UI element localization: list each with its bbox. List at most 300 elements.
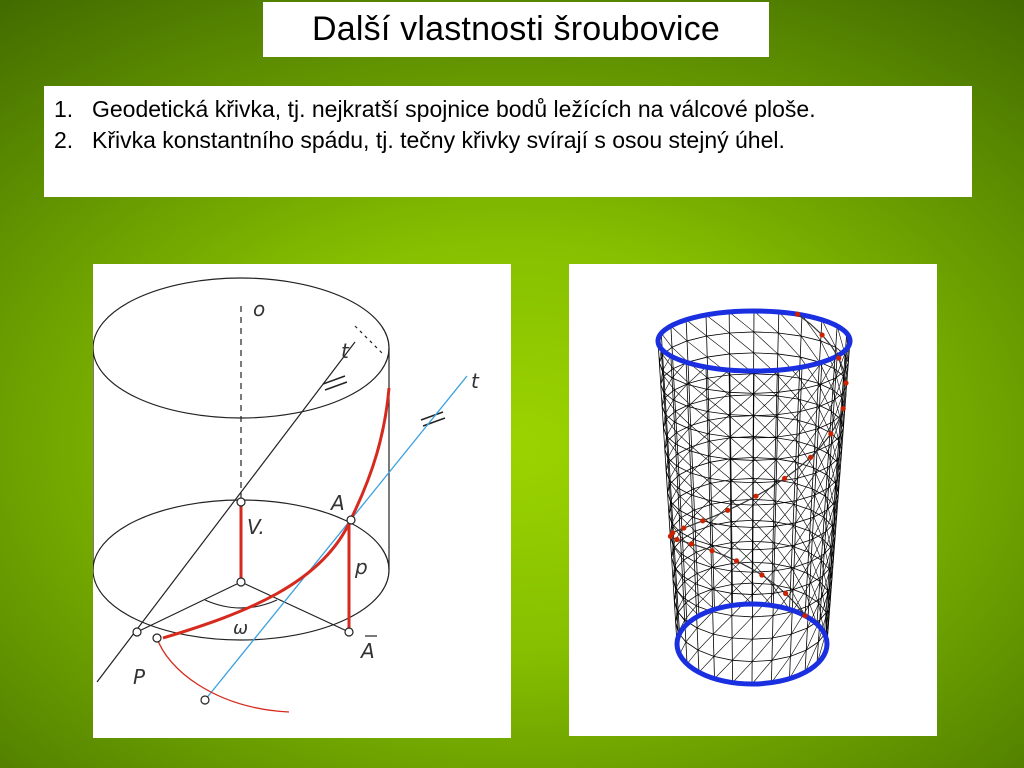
mesh-ring-segment (776, 438, 797, 441)
mesh-vertical-segment (707, 336, 708, 357)
mesh-ring-segment (686, 642, 698, 650)
mesh-vertical-segment (709, 420, 710, 441)
helix-point (836, 356, 841, 361)
mesh-ring-segment (709, 417, 730, 420)
mesh-vertical-segment (796, 441, 797, 462)
mesh-vertical-segment (774, 571, 775, 593)
mesh-diagonal-segment (672, 362, 686, 378)
mesh-diagonal-segment (671, 326, 687, 341)
mesh-ring-segment (752, 562, 772, 563)
mesh-vertical-segment (677, 432, 678, 453)
unrolled-curve (157, 638, 289, 712)
mesh-ring-segment (707, 333, 730, 336)
mesh-ring-segment (713, 543, 732, 547)
mesh-diagonal-segment (752, 616, 773, 640)
mesh-ring-segment (773, 543, 792, 547)
mesh-diagonal-segment (752, 660, 772, 684)
mesh-vertical-segment (776, 396, 777, 417)
mesh-ring-segment (693, 483, 710, 489)
mesh-vertical-segment (713, 567, 714, 588)
mesh-vertical-segment (777, 375, 778, 396)
mesh-vertical-segment (698, 650, 699, 672)
mesh-vertical-segment (775, 438, 776, 459)
mesh-diagonal-segment (752, 541, 772, 563)
mesh-diagonal-segment (692, 447, 711, 463)
mesh-ring-segment (773, 612, 792, 616)
mesh-diagonal-segment (711, 483, 732, 500)
helix-point (795, 312, 800, 317)
mesh-ring-segment (775, 459, 796, 462)
mesh-diagonal-segment (730, 396, 753, 416)
mesh-vertical-segment (687, 341, 688, 362)
helix-point (668, 534, 673, 539)
mesh-ring-segment (729, 332, 753, 333)
mesh-diagonal-segment (661, 333, 672, 347)
mesh-ring-segment (732, 638, 752, 639)
mesh-ring-segment (811, 510, 824, 518)
mesh-diagonal-segment (777, 375, 798, 399)
mesh-diagonal-segment (753, 499, 774, 521)
mesh-vertical-segment (798, 456, 799, 478)
mesh-diagonal-segment (687, 650, 698, 664)
mesh-ring-segment (753, 458, 775, 459)
mesh-vertical-segment (697, 628, 698, 650)
mesh-ring-segment (777, 434, 799, 437)
mesh-diagonal-segment (753, 416, 775, 438)
mesh-diagonal-segment (753, 526, 775, 550)
mesh-ring-segment (777, 396, 799, 399)
mesh-vertical-segment (800, 336, 801, 357)
mesh-vertical-segment (688, 407, 689, 429)
mesh-vertical-segment (708, 378, 709, 399)
mesh-diagonal-segment (708, 378, 730, 396)
mesh-ring-segment (772, 563, 791, 567)
label-point-v: V. (247, 515, 265, 539)
mesh-vertical-segment (774, 549, 775, 571)
helix-point (753, 494, 758, 499)
mesh-vertical-segment (771, 584, 772, 605)
mesh-ring-segment (694, 504, 711, 510)
mesh-vertical-segment (798, 399, 799, 420)
point-bottom (201, 696, 209, 704)
helix-point (759, 572, 764, 577)
mesh-diagonal-segment (687, 341, 707, 357)
mesh-vertical-segment (694, 510, 695, 531)
wireframe-cylinder (569, 264, 937, 736)
mesh-ring-segment (731, 549, 753, 550)
mesh-vertical-segment (713, 634, 714, 656)
mesh-vertical-segment (710, 501, 711, 523)
mesh-vertical-segment (797, 478, 798, 500)
mesh-ring-segment (753, 520, 774, 521)
mesh-diagonal-segment (693, 501, 710, 518)
mesh-vertical-segment (691, 425, 692, 446)
mesh-ring-segment (807, 573, 819, 581)
mesh-diagonal-segment (777, 396, 798, 420)
slide-title-box (263, 2, 769, 57)
list-text: Geodetická křivka, tj. nejkratší spojnice bodů ležících na válcové ploše. (92, 96, 816, 122)
mesh-vertical-segment (774, 480, 775, 501)
mesh-ring-segment (791, 628, 807, 634)
mesh-vertical-segment (795, 462, 796, 483)
mesh-vertical-segment (691, 473, 692, 495)
mesh-ring-segment (752, 638, 772, 639)
mesh-ring-segment (729, 392, 753, 393)
mesh-vertical-segment (826, 475, 827, 496)
mesh-diagonal-segment (707, 336, 730, 354)
mesh-ring-segment (732, 583, 752, 584)
mesh-diagonal-segment (732, 639, 752, 660)
point-a-bar (345, 628, 353, 636)
mesh-vertical-segment (815, 425, 816, 446)
mesh-diagonal-segment (754, 332, 778, 354)
tick-mark (325, 382, 347, 390)
mesh-diagonal-segment (686, 628, 697, 642)
mesh-ring-segment (711, 545, 731, 549)
mesh-ring-segment (678, 603, 686, 612)
mesh-ring-segment (708, 396, 730, 399)
mesh-vertical-segment (773, 522, 774, 543)
mesh-vertical-segment (827, 454, 828, 475)
mesh-diagonal-segment (731, 438, 753, 458)
mesh-diagonal-segment (710, 462, 731, 479)
mesh-diagonal-segment (732, 617, 752, 638)
mesh-ring-segment (732, 541, 753, 542)
mesh-vertical-segment (695, 584, 696, 606)
mesh-diagonal-segment (672, 505, 682, 518)
label-axis: o (253, 297, 266, 321)
mesh-diagonal-segment (753, 549, 775, 573)
mesh-vertical-segment (792, 525, 793, 546)
mesh-diagonal-segment (729, 333, 753, 353)
mesh-ring-segment (793, 584, 810, 590)
helix-point (734, 558, 739, 563)
mesh-vertical-segment (813, 447, 814, 468)
point-center (237, 578, 245, 586)
mesh-ring-segment (753, 526, 775, 527)
helix-point (725, 508, 730, 513)
mesh-ring-segment (731, 571, 752, 572)
helix-point (681, 525, 686, 530)
mesh-vertical-segment (689, 383, 690, 404)
mesh-ring-segment (695, 525, 712, 531)
mesh-diagonal-segment (731, 528, 753, 549)
point-v (237, 498, 245, 506)
list-number: 1. (54, 96, 74, 122)
mesh-vertical-segment (706, 315, 707, 336)
mesh-vertical-segment (830, 411, 831, 432)
mesh-diagonal-segment (714, 638, 732, 656)
mesh-ring-segment (707, 412, 729, 415)
mesh-vertical-segment (798, 378, 799, 399)
mesh-ring-segment (708, 456, 730, 459)
mesh-diagonal-segment (778, 333, 800, 357)
mesh-diagonal-segment (729, 312, 754, 332)
mesh-vertical-segment (673, 400, 674, 422)
mesh-vertical-segment (778, 333, 779, 354)
mesh-vertical-segment (836, 326, 837, 347)
mesh-vertical-segment (801, 367, 802, 389)
mesh-ring-segment (731, 526, 753, 527)
list-item (54, 94, 962, 125)
mesh-ring-segment (730, 416, 753, 417)
mesh-diagonal-segment (686, 320, 706, 336)
mesh-vertical-segment (710, 441, 711, 462)
mesh-vertical-segment (672, 378, 673, 400)
mesh-ring-segment (730, 395, 753, 396)
mesh-ring-segment (697, 567, 713, 573)
mesh-vertical-segment (698, 595, 699, 616)
mesh-vertical-segment (819, 341, 820, 362)
mesh-vertical-segment (809, 531, 810, 552)
mesh-vertical-segment (778, 370, 779, 392)
mesh-ring-segment (778, 354, 800, 357)
mesh-ring-segment (691, 420, 709, 425)
mesh-ring-segment (732, 660, 752, 661)
mesh-ring-segment (752, 660, 772, 661)
mesh-vertical-segment (714, 588, 715, 609)
mesh-vertical-segment (679, 510, 680, 532)
mesh-ring-segment (692, 441, 710, 446)
tangent-line-blue (205, 376, 467, 700)
mesh-diagonal-segment (711, 526, 731, 545)
mesh-ring-segment (689, 378, 708, 383)
mesh-vertical-segment (813, 495, 814, 517)
mesh-ring-segment (753, 504, 776, 505)
mesh-diagonal-segment (706, 315, 729, 333)
mesh-vertical-segment (675, 411, 676, 432)
helix-point (700, 518, 705, 523)
mesh-diagonal-segment (733, 662, 753, 683)
mesh-ring-segment (778, 333, 801, 336)
mesh-vertical-segment (684, 560, 685, 581)
mesh-vertical-segment (800, 389, 801, 411)
mesh-vertical-segment (777, 437, 778, 459)
mesh-diagonal-segment (730, 393, 754, 414)
mesh-diagonal-segment (754, 370, 779, 393)
mesh-ring-segment (753, 593, 774, 594)
mesh-diagonal-segment (714, 588, 733, 605)
mesh-diagonal-segment (730, 438, 753, 459)
mesh-vertical-segment (772, 563, 773, 584)
label-point-a-bar: A (361, 639, 375, 663)
mesh-vertical-segment (690, 451, 691, 473)
mesh-ring-segment (752, 541, 773, 542)
mesh-diagonal-segment (754, 415, 778, 438)
mesh-diagonal-segment (772, 612, 792, 638)
mesh-vertical-segment (772, 616, 773, 638)
mesh-vertical-segment (817, 383, 818, 404)
mesh-diagonal-segment (707, 392, 729, 411)
properties-list (44, 86, 972, 197)
helix-point (783, 591, 788, 596)
mesh-vertical-segment (710, 462, 711, 483)
mesh-vertical-segment (671, 326, 672, 347)
mesh-ring-segment (677, 581, 685, 590)
mesh-ring-segment (713, 563, 732, 567)
mesh-vertical-segment (696, 552, 697, 573)
mesh-ring-segment (690, 451, 709, 456)
tick-mark (423, 418, 445, 426)
mesh-diagonal-segment (668, 441, 678, 454)
mesh-ring-segment (778, 412, 800, 415)
helix-point (808, 455, 813, 460)
mesh-vertical-segment (686, 320, 687, 341)
helix-point (841, 406, 846, 411)
mesh-ring-segment (754, 374, 778, 375)
mesh-vertical-segment (796, 501, 797, 523)
list-number: 2. (54, 127, 74, 153)
mesh-vertical-segment (805, 595, 806, 616)
mesh-vertical-segment (680, 532, 681, 554)
slide-title: Další vlastnosti šroubovice (312, 10, 720, 48)
mesh-vertical-segment (820, 560, 821, 581)
mesh-ring-segment (777, 375, 799, 378)
mesh-vertical-segment (772, 543, 773, 564)
angle-arc (205, 600, 277, 608)
mesh-vertical-segment (713, 612, 714, 634)
mesh-ring-segment (711, 567, 731, 571)
mesh-diagonal-segment (753, 395, 776, 417)
mesh-ring-segment (674, 383, 689, 390)
mesh-diagonal-segment (753, 437, 775, 459)
mesh-vertical-segment (806, 573, 807, 594)
mesh-ring-segment (732, 616, 753, 617)
mesh-ring-segment (730, 353, 754, 354)
helix-point (843, 380, 848, 385)
mesh-vertical-segment (775, 504, 776, 526)
label-point-a: A (331, 491, 345, 515)
mesh-vertical-segment (791, 612, 792, 634)
mesh-diagonal-segment (730, 375, 754, 395)
mesh-vertical-segment (695, 531, 696, 552)
mesh-diagonal-segment (710, 441, 731, 459)
helix-diagram (93, 264, 511, 738)
mesh-vertical-segment (793, 504, 794, 525)
mesh-vertical-segment (693, 489, 694, 510)
mesh-diagonal-segment (753, 482, 776, 506)
mesh-diagonal-segment (752, 638, 772, 662)
point-p-left (133, 628, 141, 636)
list-text: Křivka konstantního spádu, tj. tečny křivky svírají s osou stejný úhel. (92, 127, 785, 153)
mesh-ring-segment (698, 650, 714, 656)
mesh-ring-segment (790, 650, 806, 656)
mesh-diagonal-segment (693, 468, 711, 483)
label-tangent2: t (471, 369, 479, 393)
mesh-vertical-segment (708, 456, 709, 478)
mesh-vertical-segment (707, 412, 708, 434)
mesh-vertical-segment (817, 429, 818, 451)
mesh-ring-segment (754, 353, 778, 354)
mesh-vertical-segment (790, 634, 791, 656)
mesh-ring-segment (730, 459, 753, 460)
mesh-diagonal-segment (695, 531, 712, 546)
mesh-vertical-segment (694, 562, 695, 584)
mesh-vertical-segment (812, 517, 813, 539)
mesh-diagonal-segment (772, 634, 791, 660)
mesh-ring-segment (753, 478, 775, 479)
mesh-diagonal-segment (687, 367, 706, 384)
mesh-ring-segment (778, 389, 801, 392)
mesh-ring-segment (777, 456, 799, 459)
mesh-vertical-segment (697, 573, 698, 594)
helix-point (674, 537, 679, 542)
mesh-vertical-segment (776, 417, 777, 438)
mesh-vertical-segment (680, 496, 681, 517)
mesh-vertical-segment (692, 495, 693, 517)
mesh-vertical-segment (712, 525, 713, 546)
mesh-vertical-segment (806, 628, 807, 650)
mesh-vertical-segment (821, 320, 822, 341)
mesh-diagonal-segment (685, 581, 698, 594)
label-rise-p: p (355, 555, 368, 579)
mesh-ring-segment (698, 588, 714, 594)
mesh-diagonal-segment (754, 311, 778, 333)
mesh-vertical-segment (708, 434, 709, 456)
mesh-vertical-segment (790, 656, 791, 678)
mesh-vertical-segment (692, 447, 693, 468)
mesh-diagonal-segment (698, 634, 713, 650)
wireframe-cylinder-panel (569, 264, 937, 736)
mesh-diagonal-segment (715, 660, 733, 678)
dashed-hint (355, 326, 383, 354)
point-a (347, 516, 355, 524)
mesh-ring-segment (753, 395, 776, 396)
mesh-ring-segment (753, 459, 776, 460)
mesh-ring-segment (697, 628, 713, 634)
mesh-vertical-segment (790, 567, 791, 588)
mesh-vertical-segment (774, 501, 775, 522)
mesh-vertical-segment (811, 489, 812, 510)
mesh-ring-segment (687, 384, 707, 389)
mesh-ring-segment (712, 590, 732, 594)
mesh-vertical-segment (707, 389, 708, 411)
mesh-vertical-segment (775, 459, 776, 480)
mesh-vertical-segment (815, 473, 816, 495)
mesh-vertical-segment (674, 422, 675, 444)
mesh-vertical-segment (687, 384, 688, 406)
mesh-vertical-segment (771, 660, 772, 682)
mesh-diagonal-segment (699, 656, 714, 672)
mesh-vertical-segment (714, 656, 715, 678)
mesh-ring-segment (689, 429, 708, 434)
mesh-diagonal-segment (713, 616, 732, 634)
helix-point (819, 332, 824, 337)
mesh-ring-segment (753, 549, 775, 550)
mesh-vertical-segment (711, 504, 712, 525)
label-tangent1: t (341, 339, 349, 363)
mesh-vertical-segment (794, 545, 795, 567)
mesh-diagonal-segment (713, 567, 732, 584)
mesh-ring-segment (753, 416, 776, 417)
mesh-ring-segment (731, 458, 753, 459)
mesh-ring-segment (672, 341, 687, 347)
mesh-ring-segment (753, 499, 774, 500)
mesh-ring-segment (708, 375, 730, 378)
mesh-ring-segment (731, 478, 753, 479)
helix-point (709, 548, 714, 553)
mesh-diagonal-segment (673, 384, 687, 400)
mesh-diagonal-segment (753, 504, 776, 528)
mesh-diagonal-segment (774, 501, 793, 526)
helix-point (689, 541, 694, 546)
mesh-ring-segment (707, 354, 729, 357)
mesh-diagonal-segment (709, 420, 731, 438)
mesh-ring-segment (713, 612, 732, 616)
mesh-ring-segment (714, 656, 732, 660)
helix-point (802, 613, 807, 618)
helix-diagram-panel (93, 264, 511, 738)
